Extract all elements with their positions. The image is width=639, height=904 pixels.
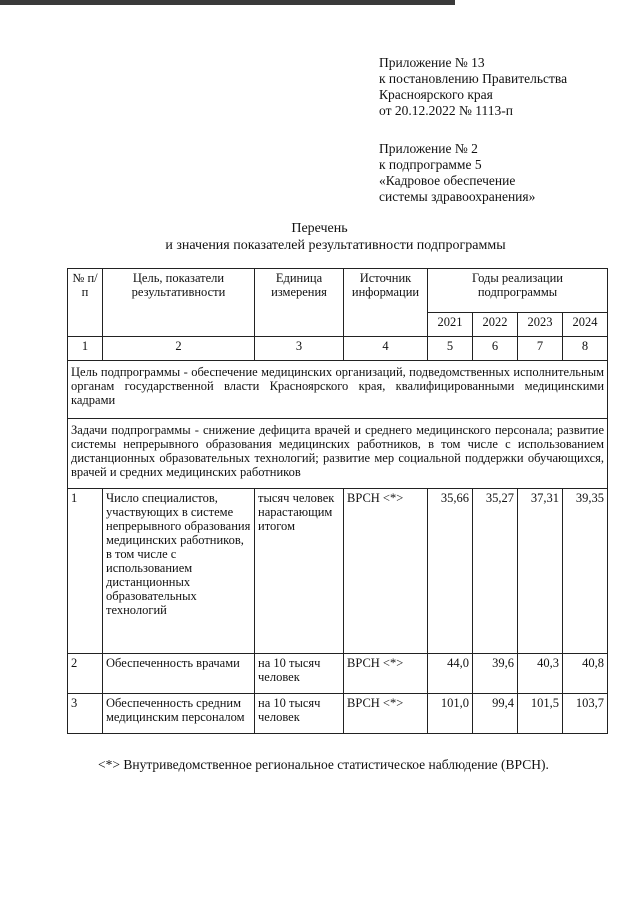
column-number: 4 (344, 337, 428, 361)
header-num: № п/п (68, 269, 103, 337)
column-number: 8 (563, 337, 608, 361)
header-unit: Единица измерения (255, 269, 344, 337)
row-indicator: Обеспеченность средним медицинским персоналом (103, 694, 255, 734)
column-number: 1 (68, 337, 103, 361)
row-value-2022: 35,27 (473, 489, 518, 654)
header-year: 2023 (518, 313, 563, 337)
row-unit: тысяч человек нарастающим итогом (255, 489, 344, 654)
header-years-group: Годы реализации подпрограммы (428, 269, 608, 313)
row-source: ВРСН <*> (344, 489, 428, 654)
approval-line: «Кадровое обеспечение (379, 173, 516, 188)
row-source: ВРСН <*> (344, 654, 428, 694)
approval-line: Приложение № 13 (379, 55, 485, 70)
header-year: 2021 (428, 313, 473, 337)
column-number: 6 (473, 337, 518, 361)
header-source: Источник информации (344, 269, 428, 337)
approval-block-resolution (379, 55, 567, 119)
row-indicator: Обеспеченность врачами (103, 654, 255, 694)
document-title: Перечень (291, 221, 348, 236)
row-source: ВРСН <*> (344, 694, 428, 734)
row-value-2021: 35,66 (428, 489, 473, 654)
approval-line: к постановлению Правительства (379, 71, 568, 86)
indicators-table (67, 268, 608, 734)
approval-line: к подпрограмме 5 (379, 157, 482, 172)
row-value-2024: 40,8 (563, 654, 608, 694)
header-goal: Цель, показатели результативности (103, 269, 255, 337)
row-num: 2 (68, 654, 103, 694)
header-year: 2022 (473, 313, 518, 337)
row-value-2023: 101,5 (518, 694, 563, 734)
row-unit: на 10 тысяч человек (255, 654, 344, 694)
header-year: 2024 (563, 313, 608, 337)
row-value-2021: 44,0 (428, 654, 473, 694)
document-subtitle: и значения показателей результативности подпрограммы (165, 238, 506, 253)
approval-line: от 20.12.2022 № 1113-п (379, 103, 513, 118)
approval-line: Красноярского края (379, 87, 493, 102)
column-number: 5 (428, 337, 473, 361)
row-value-2024: 103,7 (563, 694, 608, 734)
approval-block-subprogram (379, 141, 535, 205)
column-number: 7 (518, 337, 563, 361)
subprogram-tasks: Задачи подпрограммы - снижение дефицита врачей и среднего медицинского персонала; развитие системы непрерывного образования медицинских работников, в том числе с использованием дистанционных образовательных технологий; развитие мер социальной поддержки обучающихся, врачей и средних медицинских работников (68, 419, 608, 489)
row-num: 3 (68, 694, 103, 734)
column-number: 2 (103, 337, 255, 361)
approval-line: Приложение № 2 (379, 141, 478, 156)
row-value-2023: 40,3 (518, 654, 563, 694)
subprogram-goal: Цель подпрограммы - обеспечение медицинских организаций, подведомственных исполнительным органам государственной власти Красноярского края, квалифицированными медицинскими кадрами (68, 361, 608, 419)
row-unit: на 10 тысяч человек (255, 694, 344, 734)
footnote: <*> Внутриведомственное региональное статистическое наблюдение (ВРСН). (98, 757, 549, 772)
row-value-2024: 39,35 (563, 489, 608, 654)
row-num: 1 (68, 489, 103, 654)
row-value-2023: 37,31 (518, 489, 563, 654)
row-indicator: Число специалистов, участвующих в системе непрерывного образования медицинских работников, в том числе с использованием дистанционных образовательных технологий (103, 489, 255, 654)
approval-line: системы здравоохранения» (379, 189, 536, 204)
row-value-2022: 39,6 (473, 654, 518, 694)
column-number: 3 (255, 337, 344, 361)
row-value-2021: 101,0 (428, 694, 473, 734)
scan-edge-bar (0, 0, 455, 5)
row-value-2022: 99,4 (473, 694, 518, 734)
